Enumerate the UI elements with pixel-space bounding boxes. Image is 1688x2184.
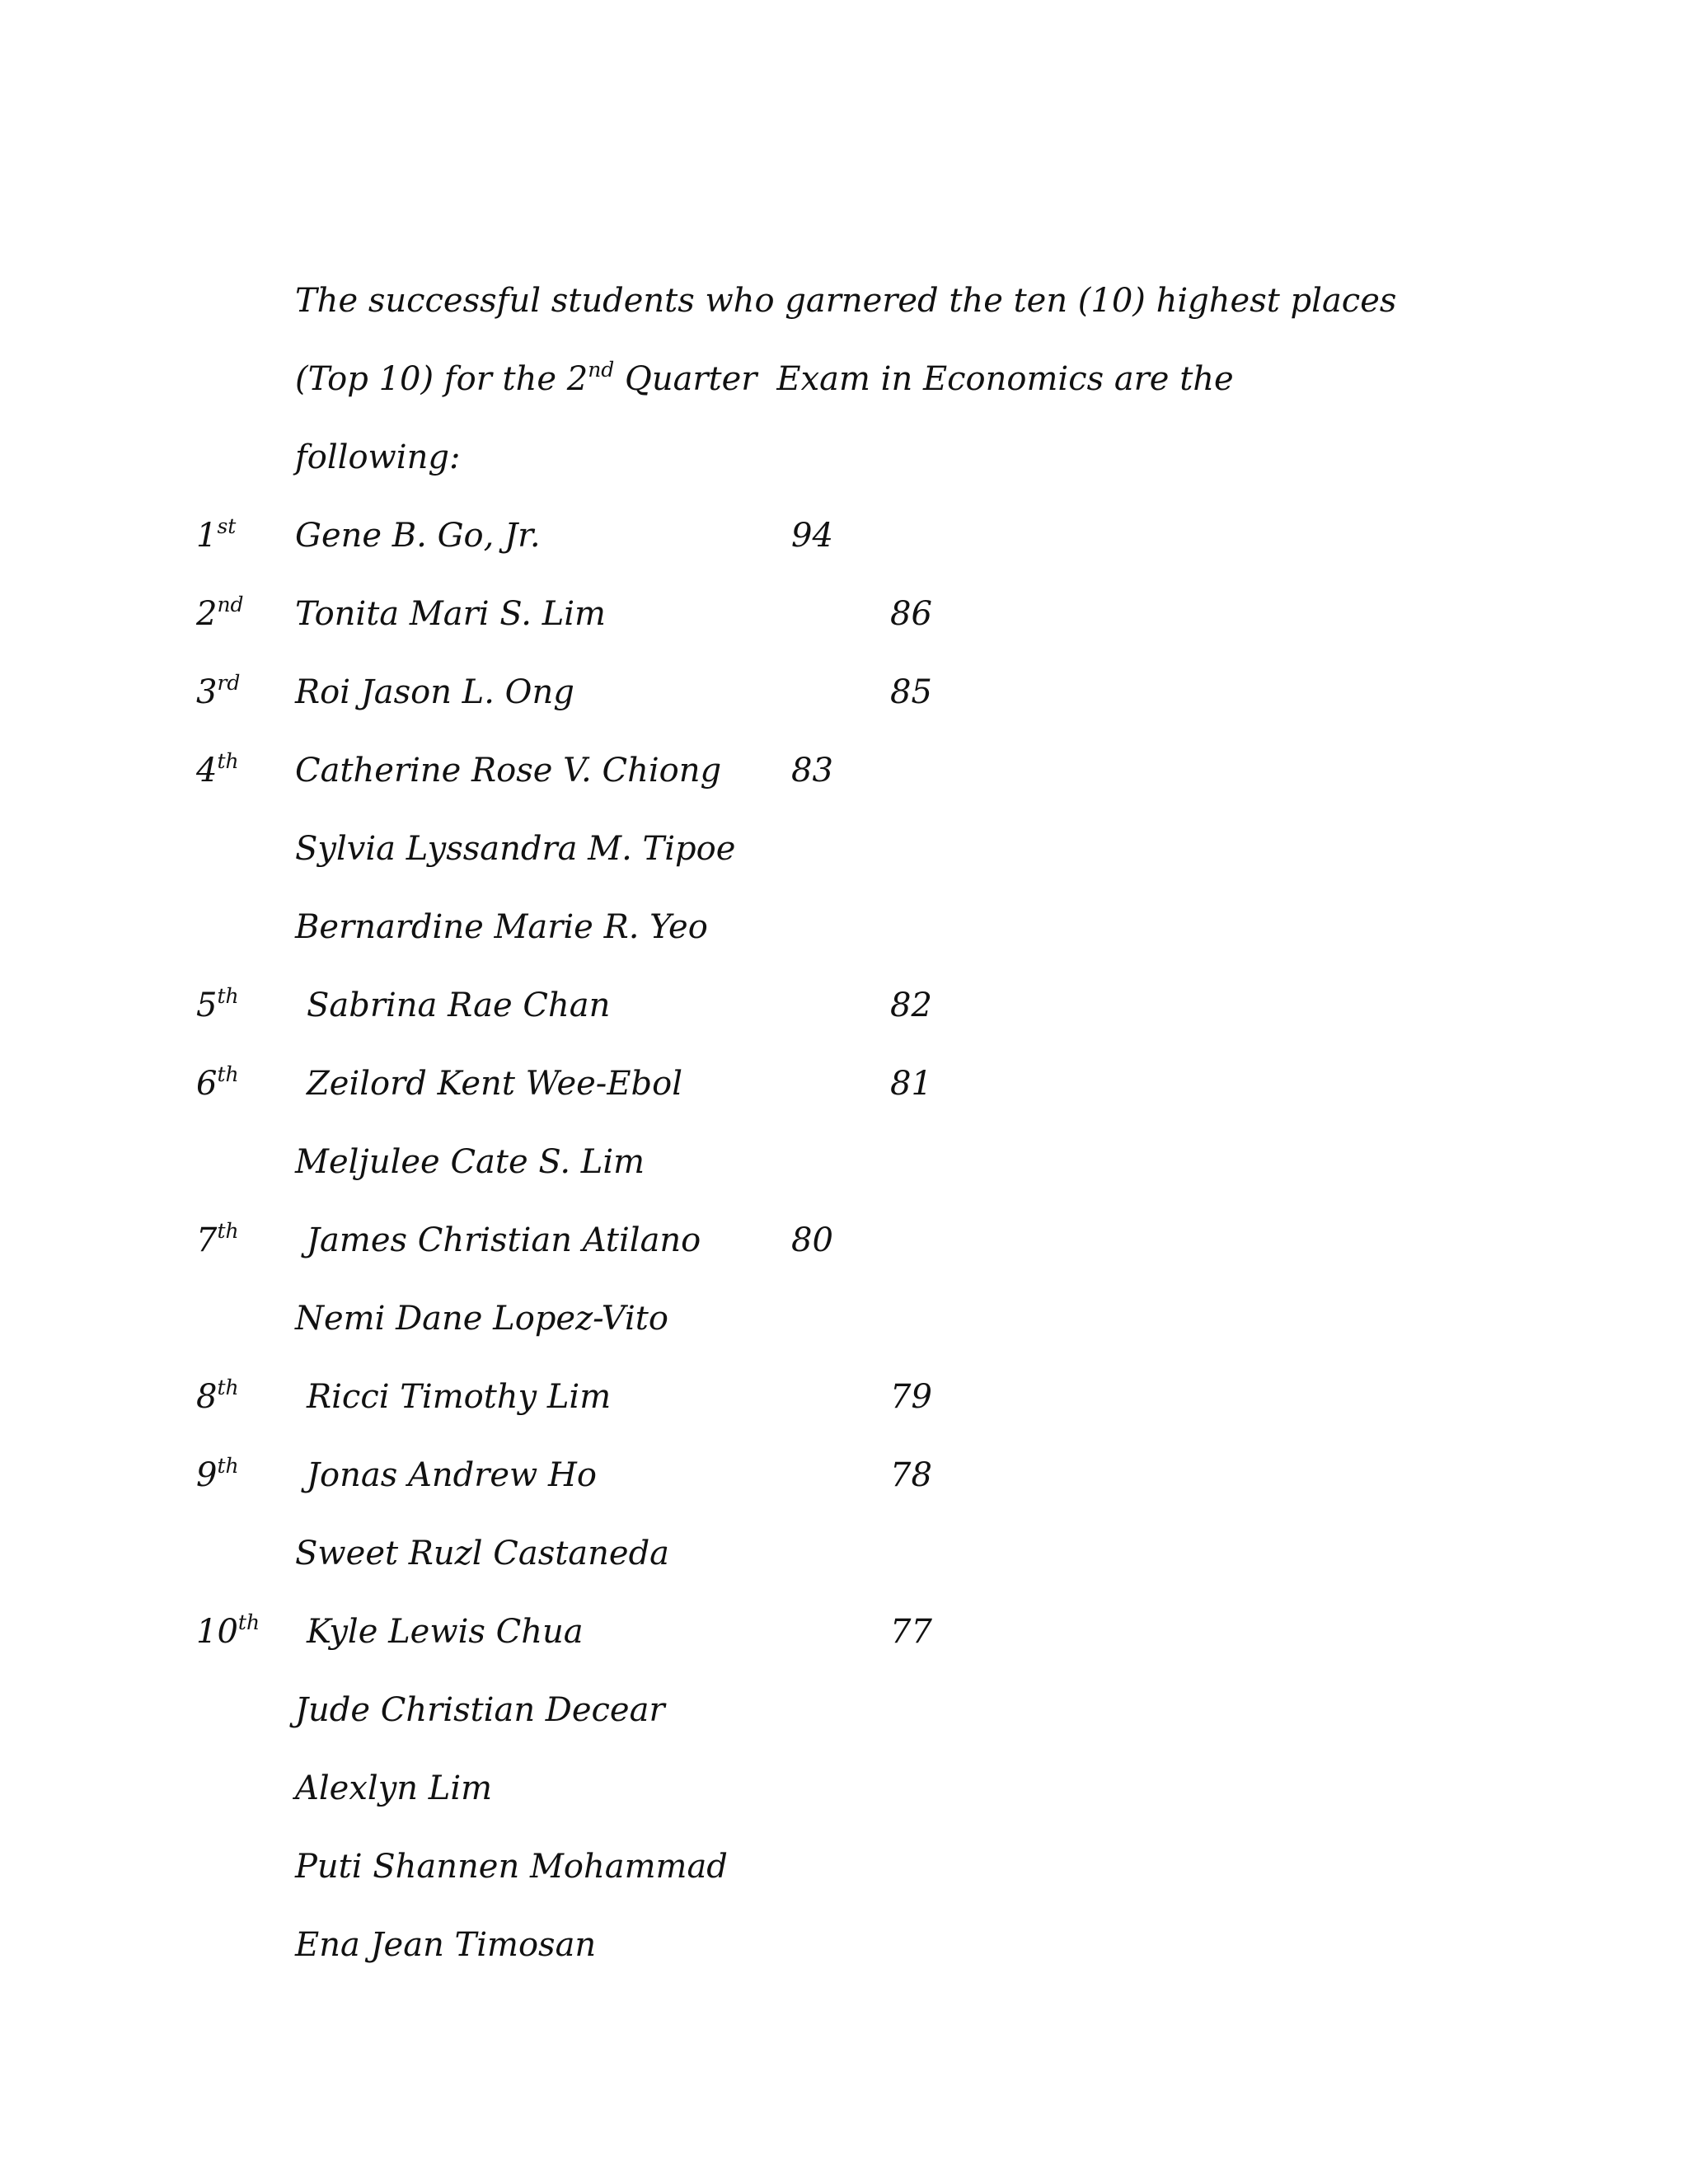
student-name: Gene B. Go, Jr. [295,517,541,555]
student-name: Sweet Ruzl Castaneda [295,1535,670,1572]
intro-text-3: following: [295,438,461,476]
student-score: 82 [890,987,932,1024]
intro-text-1: The successful students who garnered the ten (10) highest places [295,282,1397,320]
intro-paragraph [295,272,1531,507]
ranking-row-tied [0,1133,1688,1212]
rank-label: 1st [196,514,237,555]
student-name: Jonas Andrew Ho [307,1456,597,1494]
ranking-row [0,1603,1688,1681]
ranking-row-tied [0,1760,1688,1838]
rank-label: 7th [196,1219,239,1259]
student-name: Sylvia Lyssandra M. Tipoe [295,830,736,868]
student-name: Zeilord Kent Wee-Ebol [307,1065,682,1103]
ranking-row-tied [0,820,1688,898]
rank-label: 3rd [196,671,241,711]
student-score: 80 [791,1221,833,1259]
ranking-row-tied [0,1681,1688,1760]
student-name: Roi Jason L. Ong [295,673,574,711]
ranking-row-tied [0,1916,1688,1994]
intro-text-2a: (Top 10) for the 2 [295,360,588,398]
intro-line-2 [295,350,1531,429]
ranking-row [0,1446,1688,1525]
student-name: Sabrina Rae Chan [307,987,611,1024]
ranking-row [0,1212,1688,1290]
rank-label: 9th [196,1454,239,1494]
student-score: 78 [890,1456,932,1494]
student-score: 79 [890,1378,932,1416]
intro-line-3 [295,429,1531,507]
student-score: 83 [791,752,833,790]
rank-label: 10th [196,1610,260,1651]
student-score: 94 [791,517,833,555]
rank-label: 2nd [196,593,244,633]
student-score: 86 [890,595,932,633]
student-name: Tonita Mari S. Lim [295,595,606,633]
student-name: Kyle Lewis Chua [307,1613,584,1651]
student-score: 81 [890,1065,932,1103]
ranking-row [0,742,1688,820]
student-name: James Christian Atilano [307,1221,701,1259]
student-score: 85 [890,673,932,711]
rank-label: 6th [196,1062,239,1103]
intro-line-1 [295,272,1531,350]
intro-text-2b: Quarter [625,360,757,398]
ranking-row [0,507,1688,585]
student-name: Puti Shannen Mohammad [295,1848,728,1886]
student-name: Bernardine Marie R. Yeo [295,908,708,946]
ranking-row [0,1368,1688,1446]
intro-ordinal-suffix: nd [588,358,615,382]
ranking-row-tied [0,1838,1688,1916]
student-name: Alexlyn Lim [295,1769,493,1807]
rankings-list [0,507,1688,1994]
student-name: Catherine Rose V. Chiong [295,752,722,790]
student-name: Ricci Timothy Lim [307,1378,612,1416]
ranking-row-tied [0,898,1688,977]
rank-label: 5th [196,984,239,1024]
rank-label: 8th [196,1376,239,1416]
ranking-row [0,663,1688,742]
student-name: Jude Christian Decear [295,1691,665,1729]
ranking-row [0,585,1688,663]
rank-label: 4th [196,749,239,790]
intro-text-2c: Exam in Economics are the [776,360,1234,398]
ranking-row [0,1055,1688,1133]
student-name: Nemi Dane Lopez-Vito [295,1300,668,1338]
student-name: Ena Jean Timosan [295,1926,597,1964]
ranking-row-tied [0,1290,1688,1368]
ranking-row [0,977,1688,1055]
student-name: Meljulee Cate S. Lim [295,1143,645,1181]
student-score: 77 [890,1613,932,1651]
ranking-row-tied [0,1525,1688,1603]
